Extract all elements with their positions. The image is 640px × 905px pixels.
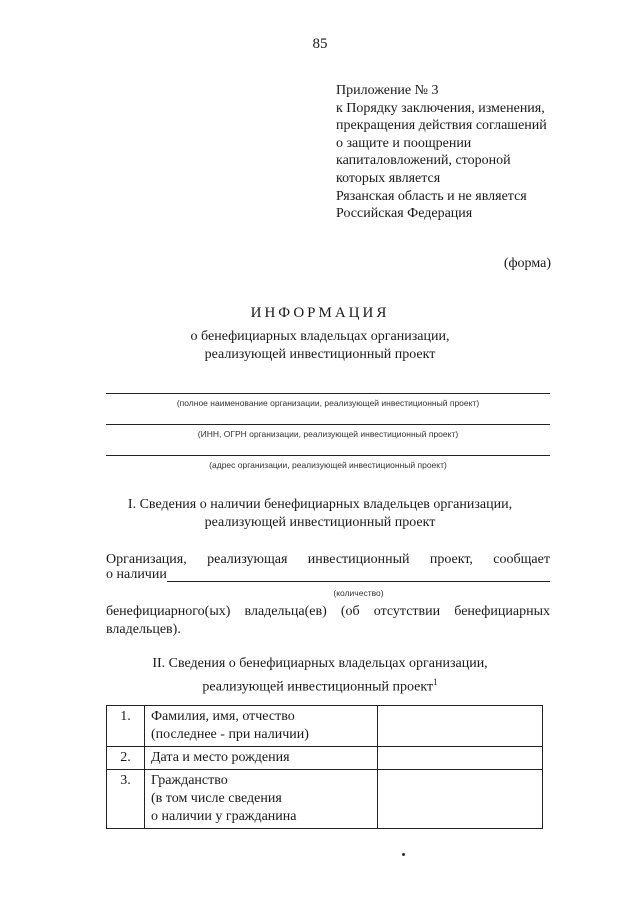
field-label-line: (в том числе сведения — [151, 791, 282, 806]
org-name-caption: (полное наименование организации, реализующей инвестиционный проект) — [176, 398, 480, 408]
beneficiary-info-table — [106, 705, 543, 829]
word: владельца(ев) — [244, 604, 327, 619]
section-1-heading-line: реализующей инвестиционный проект — [204, 515, 436, 530]
org-inn-line — [106, 424, 550, 425]
org-address-line — [106, 455, 550, 456]
appendix-line: прекращения действия соглашений — [336, 118, 547, 134]
document-title: ИНФОРМАЦИЯ — [250, 305, 390, 321]
form-label: (форма) — [503, 256, 551, 271]
row-field-label — [145, 747, 378, 770]
quantity-fill-line — [167, 581, 550, 582]
row-value-cell[interactable] — [378, 747, 543, 770]
section-1-heading — [0, 496, 640, 532]
subtitle-line: реализующей инвестиционный проект — [204, 347, 436, 362]
footnote-mark: 1 — [433, 677, 438, 687]
row-field-label — [145, 706, 378, 747]
field-label-line: Дата и место рождения — [151, 750, 290, 765]
appendix-line: Рязанская область и не является — [336, 188, 527, 204]
row-number: 3. — [107, 770, 145, 829]
appendix-line: Приложение № 3 — [336, 83, 439, 98]
table-row — [107, 747, 543, 770]
appendix-line: которых является — [336, 170, 441, 186]
subtitle-line: о бенефициарных владельцах организации, — [190, 329, 450, 344]
word: бенефициарных — [454, 604, 550, 619]
row-number: 1. — [107, 706, 145, 747]
table-row — [107, 770, 543, 829]
field-label-line: (последнее - при наличии) — [151, 727, 309, 742]
section-1-paragraph-line-3 — [106, 604, 550, 620]
row-value-cell[interactable] — [378, 706, 543, 747]
org-inn-caption: (ИНН, ОГРН организации, реализующей инвестиционный проект) — [197, 429, 459, 439]
row-field-label — [145, 770, 378, 829]
word: бенефициарного(ых) — [106, 604, 231, 619]
table-row — [107, 706, 543, 747]
quantity-prefix: о наличии — [106, 567, 167, 582]
document-subtitle — [0, 328, 640, 364]
org-address-caption: (адрес организации, реализующей инвестиционный проект) — [209, 460, 447, 470]
word: отсутствии — [373, 604, 441, 619]
field-label-line: Гражданство — [151, 773, 228, 788]
section-2-heading-line: II. Сведения о бенефициарных владельцах организации, — [152, 656, 488, 671]
row-number: 2. — [107, 747, 145, 770]
word: инвестиционный — [307, 552, 410, 567]
page-number: 85 — [312, 36, 328, 52]
word: Организация, — [106, 552, 187, 567]
section-1-heading-line: I. Сведения о наличии бенефициарных владельцев организации, — [127, 497, 513, 512]
section-2-heading-line — [0, 673, 640, 697]
section-2-heading-text: реализующей инвестиционный проект — [202, 679, 434, 695]
quantity-caption: (количество) — [333, 588, 384, 598]
section-1-paragraph-line-4: владельцев). — [106, 622, 181, 637]
appendix-block — [336, 82, 547, 223]
section-2-heading — [0, 655, 640, 697]
word: (об — [340, 604, 360, 619]
appendix-line: Российская Федерация — [336, 206, 473, 222]
field-label-line: о наличии у гражданина — [151, 809, 297, 824]
word: проект, — [429, 552, 473, 567]
appendix-line: капиталовложений, стороной — [336, 153, 511, 169]
field-label-line: Фамилия, имя, отчество — [151, 709, 295, 724]
scan-speck — [402, 853, 405, 856]
org-name-line — [106, 393, 550, 394]
section-1-paragraph-line-1 — [106, 552, 550, 568]
word: реализующая — [207, 552, 288, 567]
appendix-line: о защите и поощрении — [336, 135, 472, 151]
row-value-cell[interactable] — [378, 770, 543, 829]
appendix-line: к Порядку заключения, изменения, — [336, 100, 545, 116]
word: сообщает — [493, 552, 550, 567]
